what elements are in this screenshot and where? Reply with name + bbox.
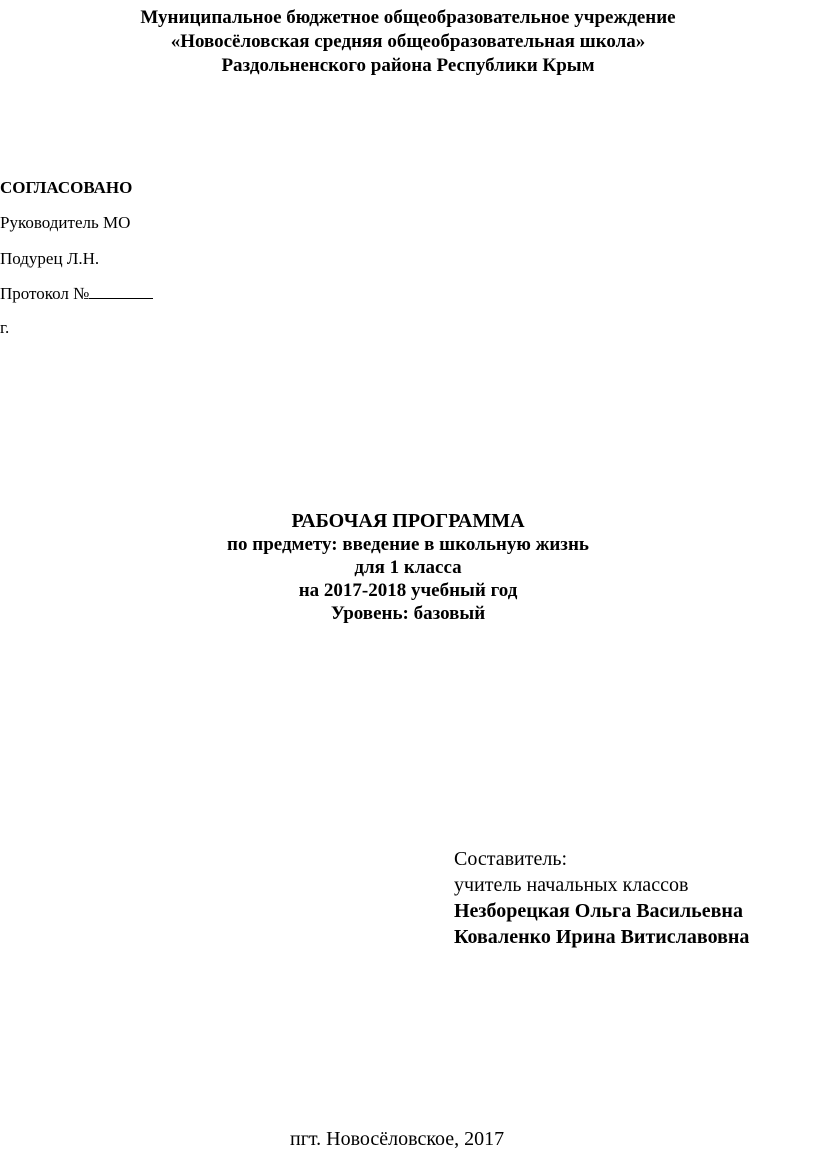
school-type-line: Муниципальное бюджетное общеобразовательное учреждение <box>140 7 676 28</box>
program-subject: по предмету: введение в школьную жизнь <box>227 534 589 555</box>
approval-name: Подурец Л.Н. <box>0 249 100 268</box>
author-block <box>454 846 749 950</box>
program-year: на 2017-2018 учебный год <box>298 580 518 601</box>
approval-title: СОГЛАСОВАНО <box>0 178 133 197</box>
protocol-number-blank <box>89 283 153 299</box>
program-level: Уровень: базовый <box>330 603 486 624</box>
author-position: учитель начальных классов <box>454 874 689 896</box>
author-name-2: Коваленко Ирина Витиславовна <box>454 926 750 948</box>
footer-place-year: пгт. Новосёловское, 2017 <box>290 1128 505 1150</box>
author-label: Составитель: <box>454 848 567 870</box>
approval-date: г. <box>0 318 10 337</box>
author-name-1: Незборецкая Ольга Васильевна <box>454 900 743 922</box>
protocol-label: Протокол № <box>0 284 90 303</box>
program-title-block <box>0 510 816 625</box>
program-title: РАБОЧАЯ ПРОГРАММА <box>291 510 525 532</box>
approval-role: Руководитель МО <box>0 213 131 232</box>
school-name-line: «Новосёловская средняя общеобразовательная школа» <box>170 31 646 52</box>
program-grade: для 1 класса <box>354 557 462 578</box>
approval-protocol <box>0 283 153 304</box>
school-region-line: Раздольненского района Республики Крым <box>221 55 595 76</box>
school-header <box>0 6 816 78</box>
